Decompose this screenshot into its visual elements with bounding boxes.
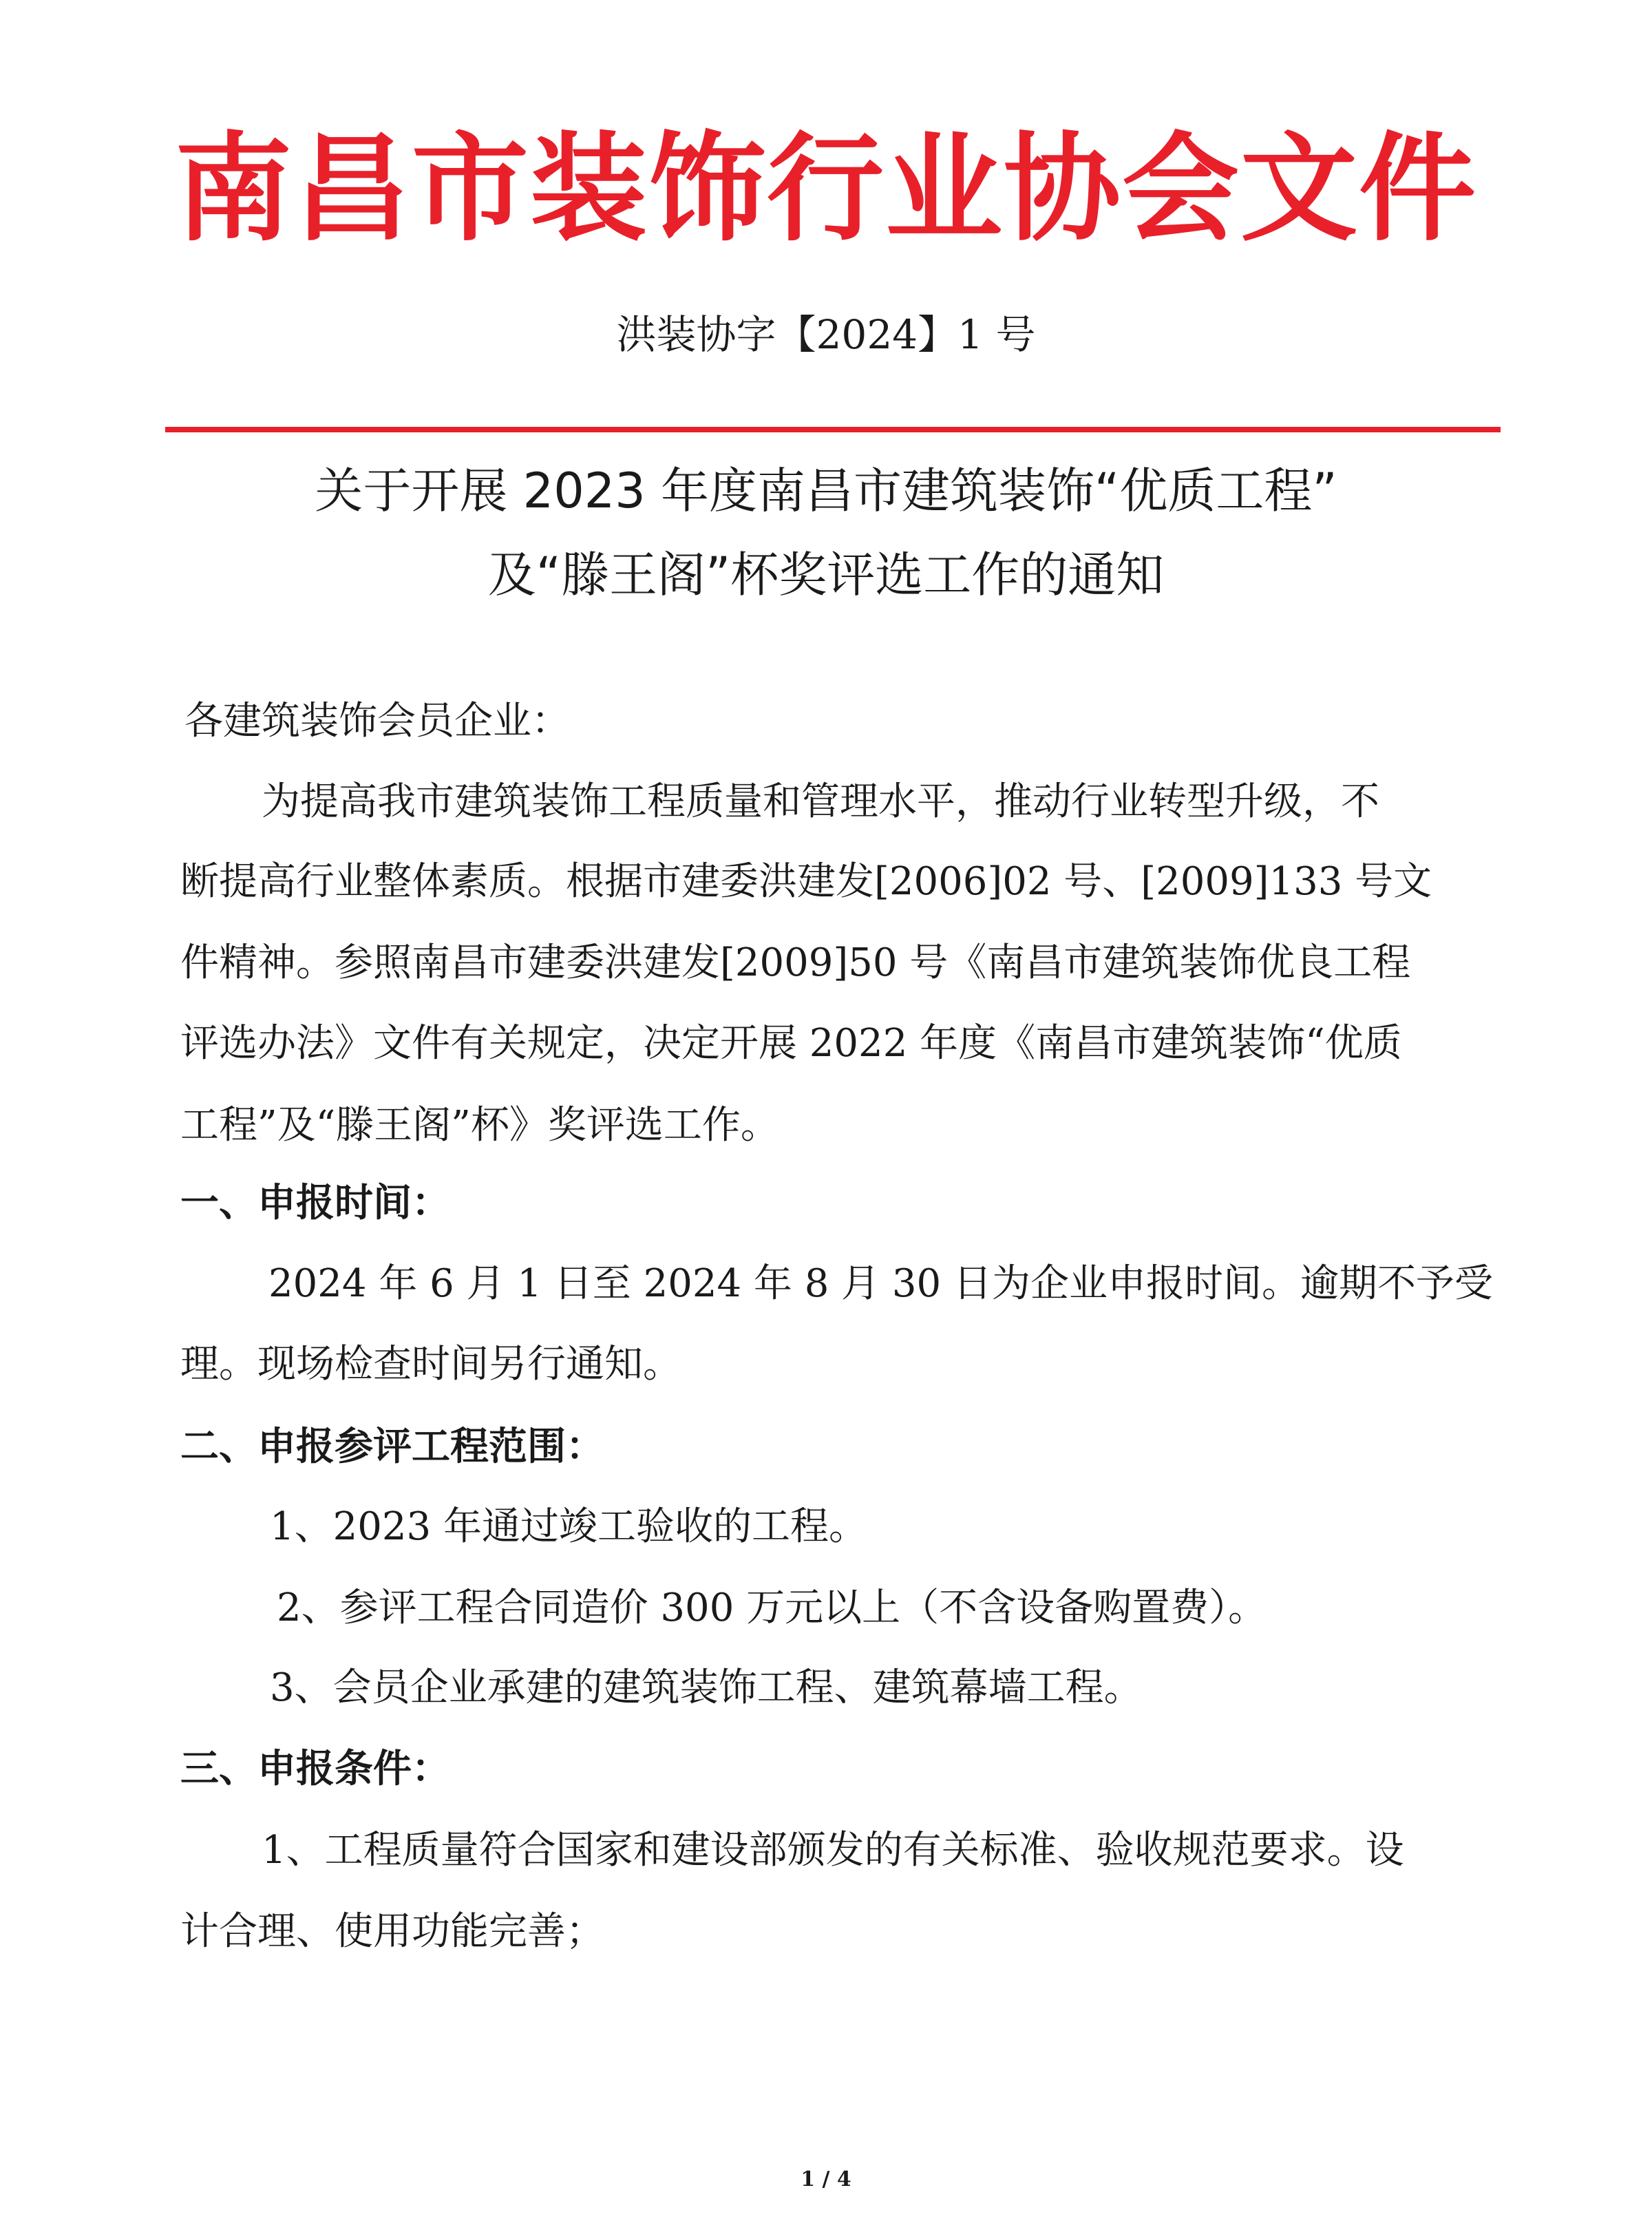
red-separator-line (165, 427, 1501, 432)
notice-title-line-2: 及“滕王阁”杯奖评选工作的通知 (487, 547, 1165, 603)
section-3-line-1: 1、工程质量符合国家和建设部颁发的有关标准、验收规范要求。设 (262, 1828, 1404, 1873)
intro-line-3: 件精神。参照南昌市建委洪建发[2009]50 号《南昌市建筑装饰优良工程 (180, 940, 1411, 985)
intro-line-5: 工程”及“滕王阁”杯》奖评选工作。 (180, 1103, 779, 1148)
notice-title-line-1: 关于开展 2023 年度南昌市建筑装饰“优质工程” (315, 463, 1337, 519)
intro-line-1: 为提高我市建筑装饰工程质量和管理水平，推动行业转型升级，不 (262, 779, 1379, 824)
section-2-item-2: 2、参评工程合同造价 300 万元以上（不含设备购置费）。 (277, 1586, 1267, 1630)
org-masthead-title: 南昌市装饰行业协会文件 (174, 121, 1477, 257)
section-3-heading: 三、申报条件： (180, 1747, 450, 1791)
intro-line-2: 断提高行业整体素质。根据市建委洪建发[2006]02 号、[2009]133 号文 (180, 859, 1432, 904)
page-number: 1 / 4 (801, 2167, 851, 2191)
document-number: 洪装协字【2024】1 号 (616, 311, 1036, 358)
section-2-heading: 二、申报参评工程范围： (180, 1424, 604, 1469)
section-2-item-1: 1、2023 年通过竣工验收的工程。 (270, 1504, 867, 1549)
section-1-heading: 一、申报时间： (180, 1181, 450, 1225)
salutation: 各建筑装饰会员企业： (184, 699, 570, 744)
section-1-line-1: 2024 年 6 月 1 日至 2024 年 8 月 30 日为企业申报时间。逾期不予受 (268, 1261, 1493, 1306)
section-2-item-3: 3、会员企业承建的建筑装饰工程、建筑幕墙工程。 (270, 1665, 1143, 1710)
section-1-line-2: 理。现场检查时间另行通知。 (180, 1342, 681, 1387)
intro-line-4: 评选办法》文件有关规定，决定开展 2022 年度《南昌市建筑装饰“优质 (180, 1021, 1402, 1066)
section-3-line-2: 计合理、使用功能完善； (180, 1909, 604, 1954)
